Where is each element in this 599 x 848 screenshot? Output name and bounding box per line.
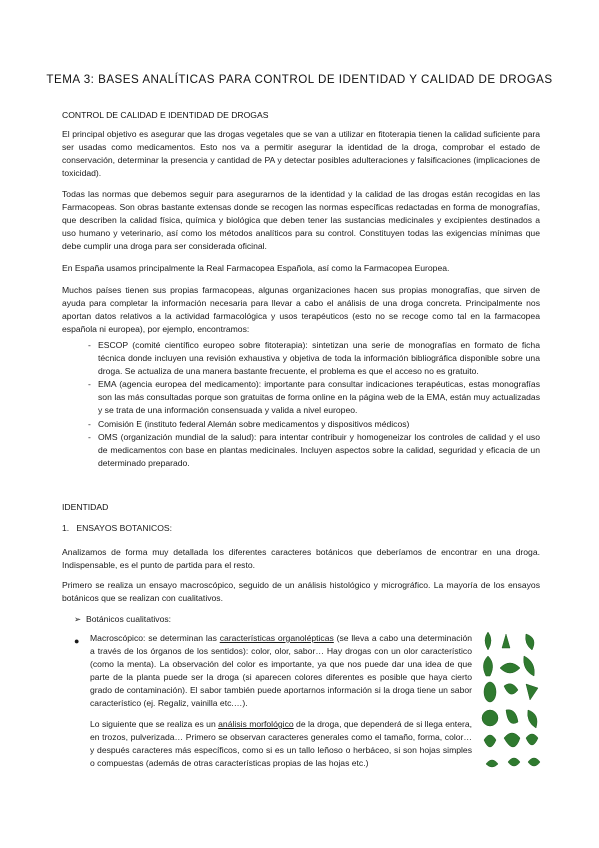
subsection-heading bbox=[62, 523, 172, 533]
leaf-icon bbox=[508, 758, 520, 766]
leaf-icon bbox=[528, 710, 537, 728]
paragraph-farmacopeas: Todas las normas que debemos seguir para asegurarnos de la identidad y la calidad de las drogas están recogidas en las Farmacopeas. Son obras bastante extensas donde se recogen las normas específicas redactadas en forma de monografías, que describen la calidad física, química y biológica que deben tener las sustancias medicinales y excipientes destinados a uso humano y veterinario, así como los métodos analíticos para su control. Constituyen todas las exigencias mínimas que debe cumplir una droga para ser considerada oficinal. bbox=[62, 189, 540, 252]
leaf-icon bbox=[484, 735, 496, 747]
leaf-icon bbox=[500, 663, 520, 673]
paragraph-spain: En España usamos principalmente la Real Farmacopea Española, así como la Farmacopea Europea. bbox=[62, 263, 450, 273]
list-item-text: Comisión E (instituto federal Alemán sobre medicamentos y dispositivos médicos) bbox=[98, 418, 410, 429]
paragraph-macroscopic: Primero se realiza un ensayo macroscópico, seguido de un análisis histológico y micrográfico. La mayoría de los ensayos botánicos que se realizan con cualitativos. bbox=[62, 580, 540, 604]
list-item bbox=[62, 418, 540, 431]
text-rest: (se lleva a cabo una determinación a través de los órganos de los sentidos): color, olor, sabor… Hay drogas con un olor característico (como la menta). La observación del color es importante, ya que nos puede dar una idea de que parte de la planta puede ser la droga (si aparecen colores diferentes es posible que haya cierto grado de contaminación). El sabor también puede aportarnos información si la droga tiene un sabor característico (ej. Regaliz, vainilla etc.…). bbox=[90, 633, 473, 709]
page-title: TEMA 3: BASES ANALÍTICAS PARA CONTROL DE IDENTIDAD Y CALIDAD DE DROGAS bbox=[46, 73, 553, 86]
arrow-heading-text: Botánicos cualitativos: bbox=[86, 614, 172, 624]
leaf-icon bbox=[482, 710, 498, 726]
list-item-text: EMA (agencia europea del medicamento): importante para consultar indicaciones terapéuticas, estas monografías son las más consultadas porque son gratuitas de forma online en la página web de la EMA, están muy actualizadas y se trata de una información consensuada y valida a nivel europeo. bbox=[98, 379, 540, 416]
text-lead: Macroscópico: se determinan las bbox=[90, 633, 220, 643]
section-heading-quality: CONTROL DE CALIDAD E IDENTIDAD DE DROGAS bbox=[62, 110, 269, 120]
leaf-shapes-illustration bbox=[480, 628, 544, 770]
leaf-icon bbox=[484, 682, 496, 702]
leaf-icon bbox=[504, 684, 518, 694]
paragraph-botanical: Analizamos de forma muy detallada los diferentes caracteres botánicos que deberíamos de encontrar en una droga. Indispensable, es el punto de partida para el resto. bbox=[62, 547, 540, 571]
arrow-bullet-icon: ➢ bbox=[74, 614, 82, 624]
bullet-dash: - bbox=[88, 340, 91, 350]
underlined-term: análisis morfológico bbox=[218, 719, 294, 729]
leaf-icon bbox=[483, 656, 492, 676]
bullet-dash: - bbox=[88, 418, 91, 429]
leaf-icon bbox=[528, 758, 540, 766]
list-item bbox=[62, 339, 540, 378]
bullet-dash: - bbox=[88, 431, 91, 442]
dot-bullet-icon: ● bbox=[74, 636, 80, 646]
leaf-icon bbox=[502, 634, 510, 648]
leaf-icon bbox=[506, 710, 518, 724]
paragraph-organoleptic bbox=[90, 632, 472, 711]
subsection-title: ENSAYOS BOTANICOS: bbox=[76, 523, 173, 533]
organization-list bbox=[62, 339, 540, 470]
list-item bbox=[62, 431, 540, 470]
leaf-icon bbox=[526, 634, 534, 650]
leaf-icon bbox=[486, 760, 498, 767]
arrow-heading bbox=[74, 614, 171, 625]
section-heading-identity: IDENTIDAD bbox=[62, 502, 109, 512]
subsection-number: 1. bbox=[62, 523, 70, 533]
leaf-icon bbox=[485, 632, 491, 650]
paragraph-objective: El principal objetivo es asegurar que las drogas vegetales que se van a utilizar en fitoterapia tienen la calidad suficiente para ser usadas como medicamentos. Esto nos va a permitir asegurar la identidad de la droga, comprobar el estado de conservación, determinar la presencia y cantidad de PA y detectar posibles adulteraciones y falsificaciones (implicaciones de toxicidad). bbox=[62, 129, 540, 179]
leaf-icon bbox=[504, 733, 520, 747]
leaf-icon bbox=[524, 656, 535, 676]
paragraph-monographs: Muchos países tienen sus propias farmacopeas, algunas organizaciones hacen sus propias monografías, que sirven de ayuda para completar la información necesaria para llevar a cabo el análisis de una droga concreta. Principalmente nos aportan datos relativos a la actividad farmacológica y usos terapéuticos (esto no se recoge como tal en la farmacopea española ni europea), por ejemplo, encontramos: bbox=[62, 285, 540, 335]
list-item-text: OMS (organización mundial de la salud): para intentar contribuir y homogeneizar los controles de calidad y el uso de medicamentos con base en plantas medicinales. Incluyen aspectos sobre la calidad, seguridad y eficacia de un determinado preparado. bbox=[98, 431, 540, 468]
leaf-icon bbox=[526, 684, 538, 700]
bullet-dash: - bbox=[88, 379, 91, 390]
underlined-term: características organolépticas bbox=[219, 633, 334, 643]
leaf-icon bbox=[526, 734, 538, 745]
text-lead: Lo siguiente que se realiza es un bbox=[90, 719, 219, 729]
list-item-text: ESCOP (comité científico europeo sobre fitoterapia): sintetizan una serie de monografías en formato de ficha técnica donde incluyen una revisión exhaustiva y objetiva de toda la información bibliográfica disponible sobre una droga. Se actualiza de una manera bastante frecuente, el problema es que el acceso no es gratuito. bbox=[98, 340, 540, 377]
paragraph-morphological bbox=[90, 718, 472, 770]
text-rest: de la droga, que dependerá de si llega entera, en trozos, pulverizada… Primero se observan caracteres generales como el tamaño, forma, color… y después caracteres más específicos, como si es un tallo leñoso o herbáceo, si son hojas simples o compuestas (además de otras características propias de las hojas etc.) bbox=[90, 719, 472, 769]
list-item bbox=[62, 378, 540, 417]
